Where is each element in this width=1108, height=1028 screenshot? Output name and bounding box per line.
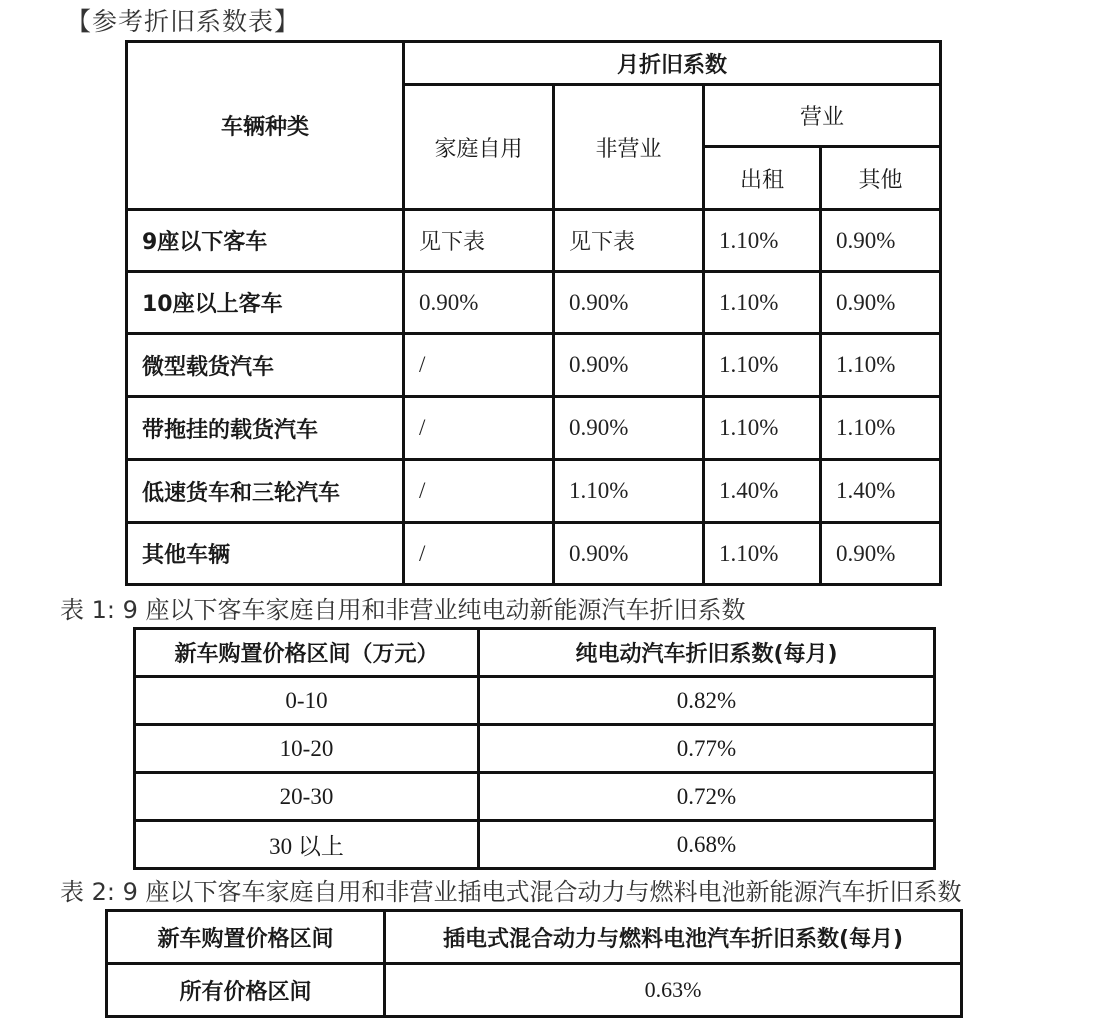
coefficient-cell: 0.72% xyxy=(479,773,935,821)
table1-caption: 表 1: 9 座以下客车家庭自用和非营业纯电动新能源汽车折旧系数 xyxy=(60,596,746,624)
document-title: 【参考折旧系数表】 xyxy=(66,7,301,36)
coefficient-cell: 0.82% xyxy=(479,677,935,725)
phev-fcev-depreciation-table xyxy=(105,909,963,1018)
table-row xyxy=(127,523,941,585)
table-row xyxy=(135,725,935,773)
taxi-cell: 1.10% xyxy=(704,334,821,397)
other-cell: 1.40% xyxy=(821,460,941,523)
family-cell: / xyxy=(404,460,554,523)
vehicle-type-cell: 带拖挂的载货汽车 xyxy=(127,397,404,460)
vehicle-type-cell: 微型载货汽车 xyxy=(127,334,404,397)
table-row xyxy=(127,210,941,272)
family-cell: 见下表 xyxy=(404,210,554,272)
non-commercial-cell: 0.90% xyxy=(554,523,704,585)
table-row xyxy=(127,272,941,334)
table-row xyxy=(127,397,941,460)
table2-caption: 表 2: 9 座以下客车家庭自用和非营业插电式混合动力与燃料电池新能源汽车折旧系数 xyxy=(60,878,962,906)
family-cell: 0.90% xyxy=(404,272,554,334)
table-row xyxy=(135,773,935,821)
vehicle-type-cell: 10座以上客车 xyxy=(127,272,404,334)
non-commercial-cell: 0.90% xyxy=(554,397,704,460)
taxi-cell: 1.10% xyxy=(704,210,821,272)
vehicle-type-cell: 低速货车和三轮汽车 xyxy=(127,460,404,523)
ev-coefficient-header: 纯电动汽车折旧系数(每月) xyxy=(479,629,935,677)
header-vehicle-type: 车辆种类 xyxy=(127,42,404,210)
vehicle-type-cell: 9座以下客车 xyxy=(127,210,404,272)
price-range-cell: 所有价格区间 xyxy=(107,964,385,1017)
phev-coefficient-header: 插电式混合动力与燃料电池汽车折旧系数(每月) xyxy=(385,911,962,964)
price-range-cell: 20-30 xyxy=(135,773,479,821)
coefficient-cell: 0.77% xyxy=(479,725,935,773)
table-row xyxy=(127,334,941,397)
header-monthly-coefficient: 月折旧系数 xyxy=(404,42,941,85)
vehicle-type-cell: 其他车辆 xyxy=(127,523,404,585)
other-cell: 0.90% xyxy=(821,210,941,272)
other-cell: 1.10% xyxy=(821,334,941,397)
taxi-cell: 1.40% xyxy=(704,460,821,523)
price-range-header: 新车购置价格区间（万元） xyxy=(135,629,479,677)
table-row xyxy=(135,821,935,869)
depreciation-coefficient-table xyxy=(125,40,942,586)
table-row xyxy=(127,460,941,523)
coefficient-cell: 0.63% xyxy=(385,964,962,1017)
non-commercial-cell: 1.10% xyxy=(554,460,704,523)
header-taxi: 出租 xyxy=(704,147,821,210)
header-non-commercial: 非营业 xyxy=(554,85,704,210)
family-cell: / xyxy=(404,523,554,585)
other-cell: 1.10% xyxy=(821,397,941,460)
taxi-cell: 1.10% xyxy=(704,397,821,460)
header-other: 其他 xyxy=(821,147,941,210)
ev-depreciation-table xyxy=(133,627,936,870)
non-commercial-cell: 0.90% xyxy=(554,272,704,334)
price-range-cell: 10-20 xyxy=(135,725,479,773)
table-row xyxy=(107,964,962,1017)
family-cell: / xyxy=(404,334,554,397)
price-range-cell: 30 以上 xyxy=(135,821,479,869)
other-cell: 0.90% xyxy=(821,272,941,334)
coefficient-cell: 0.68% xyxy=(479,821,935,869)
table-row xyxy=(135,677,935,725)
price-range-cell: 0-10 xyxy=(135,677,479,725)
header-family-use: 家庭自用 xyxy=(404,85,554,210)
taxi-cell: 1.10% xyxy=(704,523,821,585)
non-commercial-cell: 0.90% xyxy=(554,334,704,397)
taxi-cell: 1.10% xyxy=(704,272,821,334)
other-cell: 0.90% xyxy=(821,523,941,585)
family-cell: / xyxy=(404,397,554,460)
non-commercial-cell: 见下表 xyxy=(554,210,704,272)
price-range-header: 新车购置价格区间 xyxy=(107,911,385,964)
header-commercial: 营业 xyxy=(704,85,941,147)
